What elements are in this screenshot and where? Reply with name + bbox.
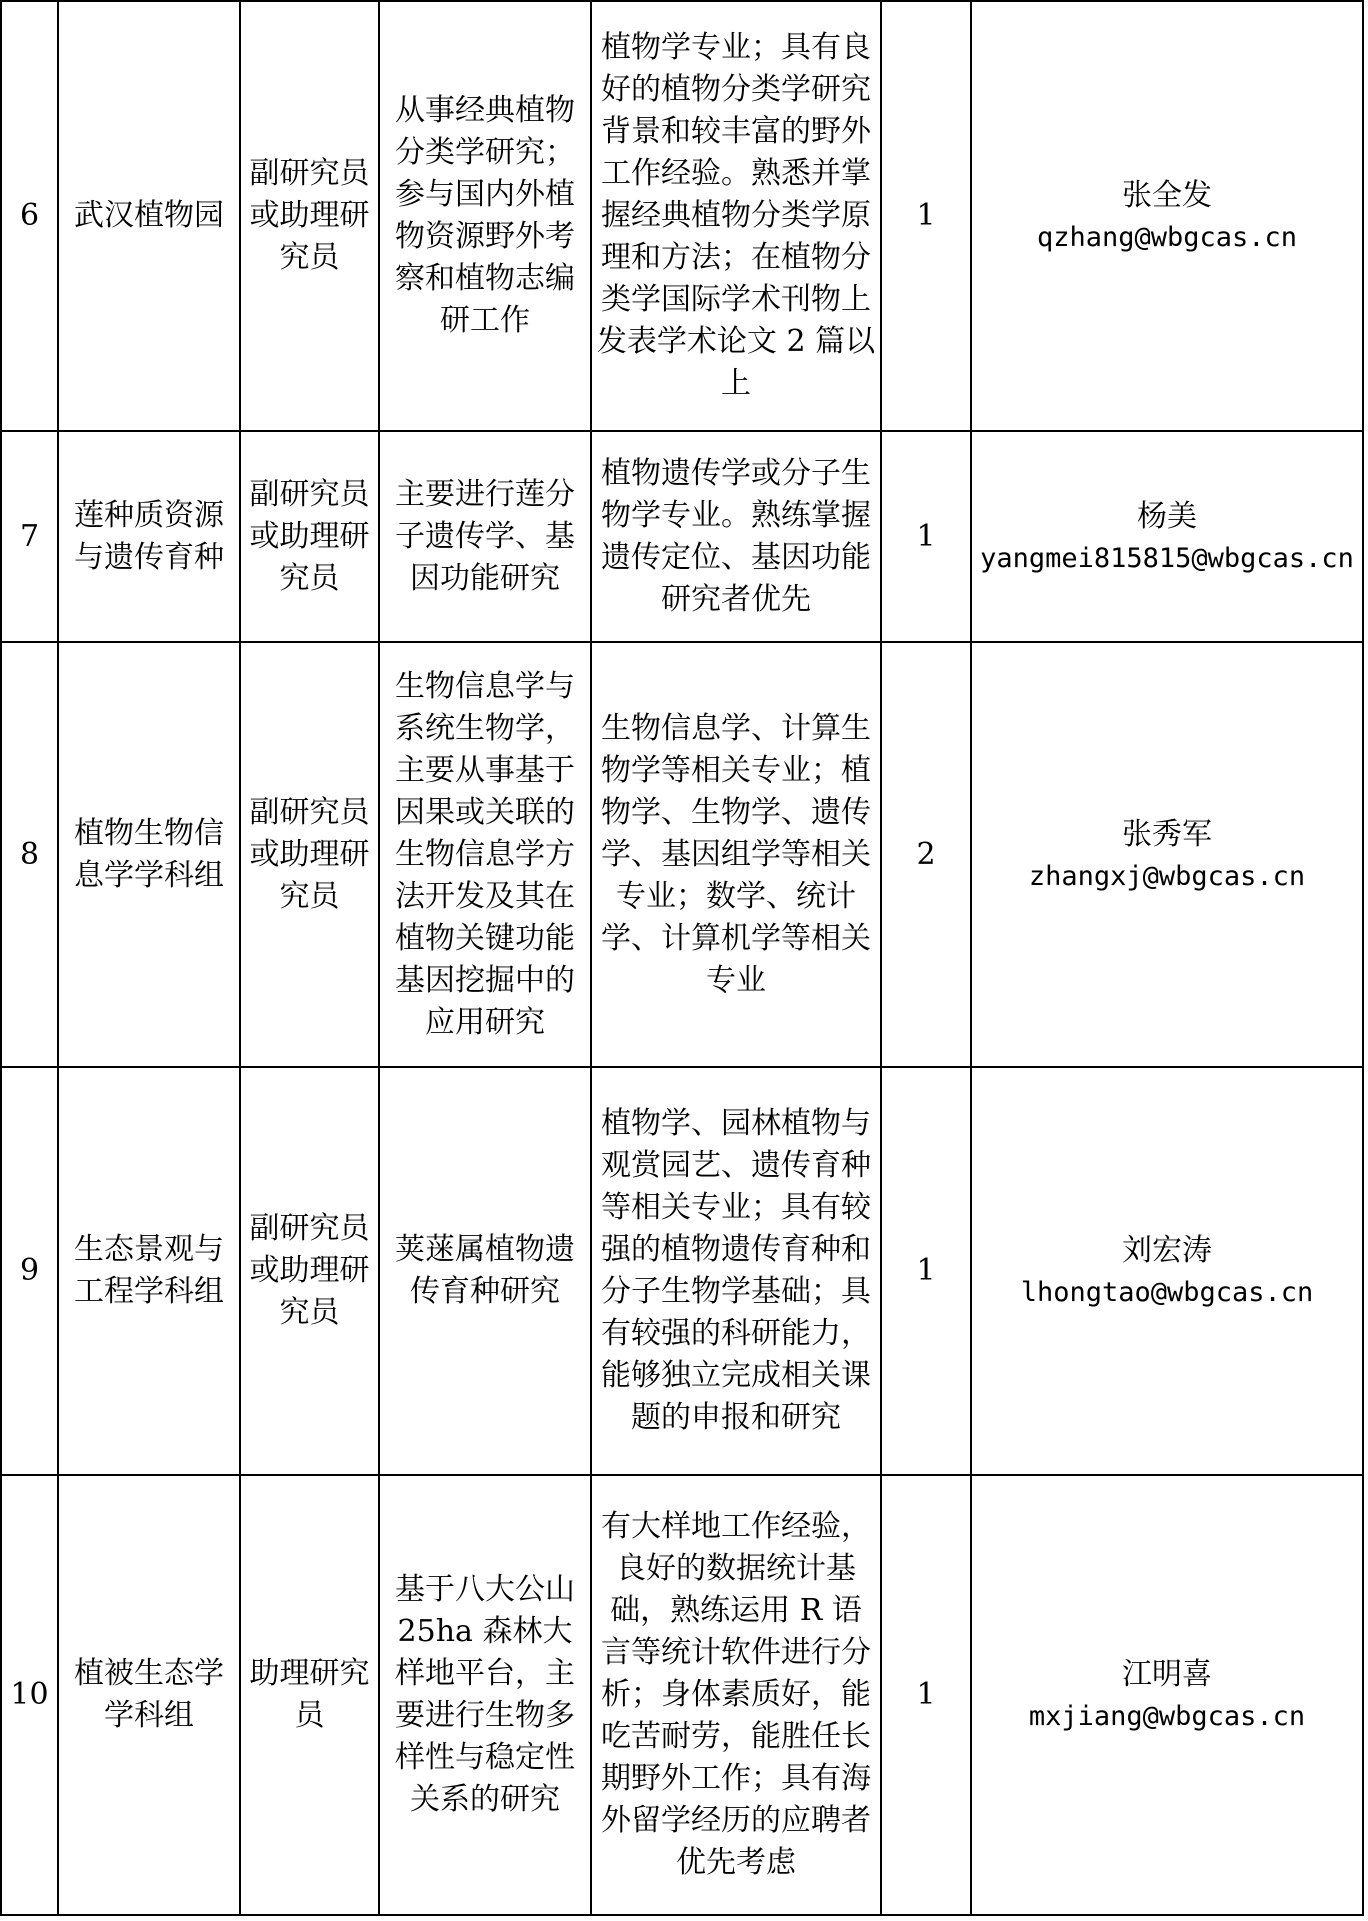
requirements-cell: 植物学专业；具有良好的植物分类学研究背景和较丰富的野外工作经验。熟悉并掌握经典植物分类学原理和方法；在植物分类学国际学术刊物上发表学术论文 2 篇以上 (591, 1, 881, 431)
department-cell: 莲种质资源与遗传育种 (58, 431, 240, 642)
contact-email: mxjiang@wbgcas.cn (1028, 1701, 1306, 1732)
requirements-cell: 有大样地工作经验，良好的数据统计基础，熟练运用 R 语言等统计软件进行分析；身体素质好，能吃苦耐劳，能胜任长期野外工作；具有海外留学经历的应聘者优先考虑 (591, 1475, 881, 1915)
duty-cell: 荚蒾属植物遗传育种研究 (379, 1067, 591, 1475)
duty-cell: 生物信息学与系统生物学，主要从事基于因果或关联的生物信息学方法开发及其在植物关键功能基因挖掘中的应用研究 (379, 642, 591, 1067)
duty-cell: 基于八大公山 25ha 森林大样地平台，主要进行生物多样性与稳定性关系的研究 (379, 1475, 591, 1915)
position-cell: 副研究员或助理研究员 (240, 1067, 379, 1475)
contact-name: 张全发 (1122, 178, 1212, 213)
contact-email: yangmei815815@wbgcas.cn (980, 542, 1354, 574)
contact-cell (971, 642, 1363, 1067)
contact-email: qzhang@wbgcas.cn (1036, 222, 1298, 253)
headcount-cell: 1 (881, 1475, 971, 1915)
position-cell: 副研究员或助理研究员 (240, 431, 379, 642)
row-number: 10 (1, 1475, 58, 1915)
position-cell: 助理研究员 (240, 1475, 379, 1915)
table-row (1, 1475, 1363, 1915)
requirements-cell: 生物信息学、计算生物学等相关专业；植物学、生物学、遗传学、基因组学等相关专业；数学、统计学、计算机学等相关专业 (591, 642, 881, 1067)
contact-name: 张秀军 (1122, 816, 1212, 852)
headcount-cell: 1 (881, 1067, 971, 1475)
department-cell: 生态景观与工程学科组 (58, 1067, 240, 1475)
row-number: 6 (1, 1, 58, 431)
duty-cell: 主要进行莲分子遗传学、基因功能研究 (379, 431, 591, 642)
contact-cell (971, 1475, 1363, 1915)
headcount-cell: 2 (881, 642, 971, 1067)
contact-email: zhangxj@wbgcas.cn (1028, 860, 1306, 892)
contact-name: 江明喜 (1122, 1657, 1212, 1692)
row-number: 8 (1, 642, 58, 1067)
department-cell: 植被生态学学科组 (58, 1475, 240, 1915)
position-cell: 副研究员或助理研究员 (240, 1, 379, 431)
row-number: 9 (1, 1067, 58, 1475)
department-cell: 植物生物信息学学科组 (58, 642, 240, 1067)
contact-cell (971, 1067, 1363, 1475)
table-row (1, 431, 1363, 642)
contact-cell (971, 1, 1363, 431)
contact-email: lhongtao@wbgcas.cn (1020, 1277, 1314, 1308)
row-number: 7 (1, 431, 58, 642)
table-row (1, 642, 1363, 1067)
position-cell: 副研究员或助理研究员 (240, 642, 379, 1067)
requirements-cell: 植物学、园林植物与观赏园艺、遗传育种等相关专业；具有较强的植物遗传育种和分子生物学基础；具有较强的科研能力，能够独立完成相关课题的申报和研究 (591, 1067, 881, 1475)
contact-name: 刘宏涛 (1122, 1233, 1212, 1268)
contact-name: 杨美 (1137, 498, 1197, 534)
table-row (1, 1067, 1363, 1475)
department-cell: 武汉植物园 (58, 1, 240, 431)
duty-cell: 从事经典植物分类学研究；参与国内外植物资源野外考察和植物志编研工作 (379, 1, 591, 431)
contact-cell (971, 431, 1363, 642)
requirements-cell: 植物遗传学或分子生物学专业。熟练掌握遗传定位、基因功能研究者优先 (591, 431, 881, 642)
headcount-cell: 1 (881, 1, 971, 431)
headcount-cell: 1 (881, 431, 971, 642)
table-row (1, 1, 1363, 431)
